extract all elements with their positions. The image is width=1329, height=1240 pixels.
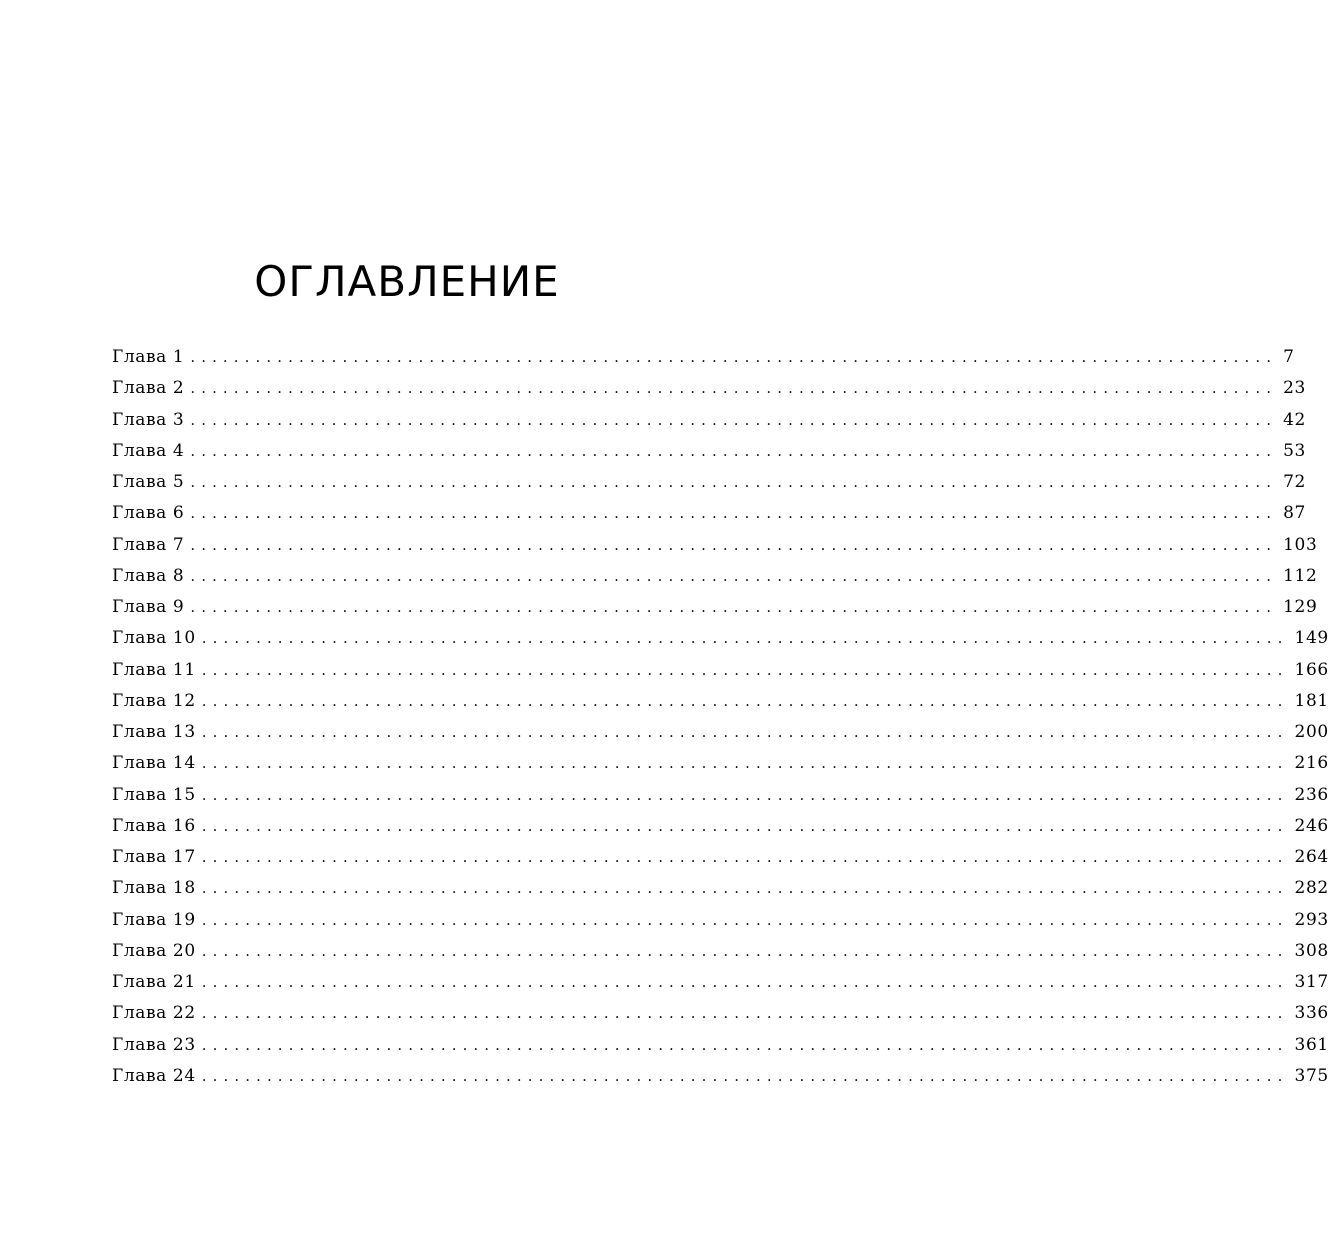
table-of-contents (112, 347, 1329, 1097)
dot-leader: .................................................................................................... (201, 660, 1289, 679)
dot-leader: .................................................................................................... (201, 1004, 1289, 1023)
toc-entry-label: Глава 7 (112, 534, 185, 555)
dot-leader: .................................................................................................... (201, 723, 1289, 741)
toc-entry-label: Глава 18 (112, 878, 196, 899)
toc-entry[interactable] (112, 378, 1306, 409)
dot-leader: .................................................................................................... (201, 973, 1289, 991)
toc-entry[interactable] (112, 347, 1295, 378)
dot-leader: .................................................................................................... (190, 598, 1278, 616)
toc-entry[interactable] (112, 972, 1329, 1003)
toc-entry-label: Глава 9 (112, 597, 185, 617)
toc-entry-label: Глава 11 (112, 659, 196, 680)
dot-leader: .................................................................................................... (190, 379, 1278, 398)
toc-entry-label: Глава 22 (112, 1003, 196, 1024)
dot-leader: .................................................................................................... (201, 816, 1289, 835)
dot-leader: .................................................................................................... (190, 441, 1278, 460)
toc-entry-label: Глава 12 (112, 690, 196, 711)
dot-leader: .................................................................................................... (201, 691, 1289, 710)
toc-entry[interactable] (112, 722, 1329, 753)
toc-entry-page: 87 (1283, 503, 1306, 524)
toc-entry-label: Глава 20 (112, 940, 196, 961)
dot-leader: .................................................................................................... (201, 1035, 1289, 1054)
toc-entry[interactable] (112, 1065, 1329, 1097)
toc-entry-label: Глава 6 (112, 503, 185, 524)
toc-entry-page: 181 (1294, 690, 1329, 711)
toc-entry-page: 236 (1294, 784, 1329, 805)
toc-entry-label: Глава 3 (112, 409, 185, 430)
toc-entry[interactable] (112, 565, 1318, 597)
toc-entry-label: Глава 13 (112, 722, 196, 742)
toc-entry[interactable] (112, 1034, 1329, 1066)
toc-entry-page: 264 (1294, 847, 1329, 867)
toc-entry-label: Глава 2 (112, 378, 185, 399)
toc-entry[interactable] (112, 753, 1329, 784)
dot-leader: .................................................................................................... (201, 754, 1289, 773)
toc-entry[interactable] (112, 597, 1318, 628)
toc-entry-label: Глава 23 (112, 1034, 196, 1055)
toc-entry-label: Глава 1 (112, 347, 185, 367)
toc-entry-label: Глава 14 (112, 753, 196, 774)
dot-leader: .................................................................................................... (201, 785, 1289, 804)
toc-entry-label: Глава 24 (112, 1065, 196, 1086)
toc-entry-label: Глава 19 (112, 909, 196, 930)
toc-entry[interactable] (112, 690, 1329, 722)
dot-leader: .................................................................................................... (201, 1066, 1289, 1085)
toc-entry[interactable] (112, 440, 1306, 472)
toc-entry-label: Глава 8 (112, 565, 185, 586)
dot-leader: .................................................................................................... (201, 629, 1289, 648)
toc-entry[interactable] (112, 659, 1329, 691)
toc-entry-label: Глава 5 (112, 472, 185, 492)
toc-entry[interactable] (112, 534, 1318, 566)
dot-leader: .................................................................................................... (190, 535, 1278, 554)
toc-entry-page: 293 (1294, 909, 1329, 930)
toc-entry-page: 166 (1294, 659, 1329, 680)
toc-entry-page: 7 (1283, 347, 1295, 367)
toc-entry-page: 149 (1294, 628, 1329, 649)
toc-entry-page: 216 (1294, 753, 1329, 774)
dot-leader: .................................................................................................... (201, 910, 1289, 929)
toc-entry-page: 282 (1294, 878, 1329, 899)
toc-entry-page: 72 (1283, 472, 1306, 492)
dot-leader: .................................................................................................... (201, 941, 1289, 960)
toc-entry[interactable] (112, 847, 1329, 878)
toc-entry-label: Глава 15 (112, 784, 196, 805)
dot-leader: .................................................................................................... (190, 566, 1278, 585)
toc-entry[interactable] (112, 784, 1329, 816)
toc-entry-label: Глава 4 (112, 440, 185, 461)
toc-entry-label: Глава 16 (112, 815, 196, 836)
toc-entry[interactable] (112, 628, 1329, 659)
dot-leader: .................................................................................................... (201, 879, 1289, 898)
dot-leader: .................................................................................................... (190, 473, 1278, 491)
toc-entry-page: 129 (1283, 597, 1318, 617)
toc-entry[interactable] (112, 503, 1306, 534)
toc-entry[interactable] (112, 1003, 1329, 1034)
dot-leader: .................................................................................................... (190, 504, 1278, 523)
toc-entry-page: 103 (1283, 534, 1318, 555)
page-title: ОГЛАВЛЕНИЕ (254, 257, 560, 306)
toc-entry-page: 23 (1283, 378, 1306, 399)
toc-entry-page: 112 (1283, 565, 1318, 586)
toc-entry[interactable] (112, 472, 1306, 503)
toc-entry[interactable] (112, 815, 1329, 847)
dot-leader: .................................................................................................... (201, 848, 1289, 866)
toc-entry-page: 53 (1283, 440, 1306, 461)
toc-entry[interactable] (112, 909, 1329, 941)
toc-entry-label: Глава 17 (112, 847, 196, 867)
dot-leader: .................................................................................................... (190, 348, 1278, 366)
toc-entry-page: 336 (1294, 1003, 1329, 1024)
toc-entry-page: 308 (1294, 940, 1329, 961)
toc-entry-page: 317 (1294, 972, 1329, 992)
toc-entry[interactable] (112, 878, 1329, 909)
toc-entry-page: 375 (1294, 1065, 1329, 1086)
toc-entry[interactable] (112, 409, 1306, 441)
dot-leader: .................................................................................................... (190, 410, 1278, 429)
toc-entry-page: 246 (1294, 815, 1329, 836)
toc-entry-label: Глава 10 (112, 628, 196, 649)
toc-entry-page: 361 (1294, 1034, 1329, 1055)
toc-entry-label: Глава 21 (112, 972, 196, 992)
toc-entry-page: 200 (1294, 722, 1329, 742)
toc-entry[interactable] (112, 940, 1329, 972)
toc-entry-page: 42 (1283, 409, 1306, 430)
